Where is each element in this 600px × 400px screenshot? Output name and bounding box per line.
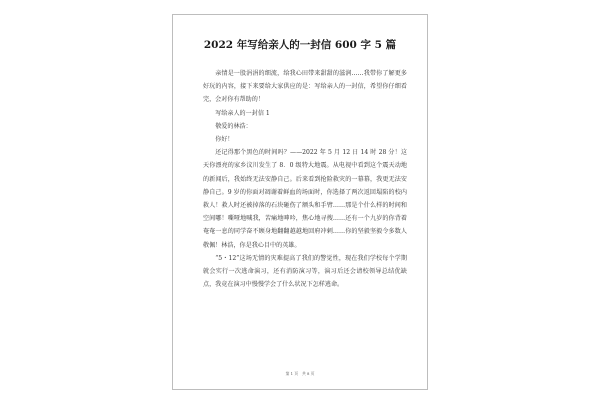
page-total: 共 8 页 xyxy=(302,371,315,376)
document-body xyxy=(203,67,407,291)
letter-greeting: 你好！ xyxy=(215,136,234,144)
document-page xyxy=(172,14,428,390)
letter-heading: 写给亲人的一封信 1 xyxy=(215,109,270,117)
letter-paragraph: 还记得那个黑色的时间吗？——2022 年 5 月 12 日 14 时 28 分！这天你漂亮的家乡汶川发生了 8．0 级特大地震。从电视中看到这个震天动地的新闻后，我始终无法安静自己。后来看到抢险救灾的一幕幕，我更无法安静自己。9 岁的你面对凋谢着鲜血的场面时，你选择了两次返回塌陷的校内救人！救人时还被掉落的石块砸伤了额头和手臂……那是个什么样的时间和空间哪！嘶哑地喊我，苦痛地呻吟，焦心地寻搜……还有一个九岁的你背着奄奄一息的同学奋不顾身地翻翻越越地回府冲刺……你的坚毅坚毅令多数人敬佩！林浩，你是我心目中的英雄。 xyxy=(203,149,407,249)
page-footer xyxy=(173,371,427,377)
letter-salutation: 敬爱的林浩： xyxy=(215,122,252,130)
letter-paragraph: “5・12”这场无情的灾难提高了我们的警觉性，现在我们学校每个学期就会实行一次逃命演习，还有消防演习等，演习后还会请校领导总结优缺点，我竟在演习中慢慢学会了什么状况下怎样逃命。 xyxy=(203,254,407,289)
intro-paragraph: 亲情是一股涓涓的细流，给我心田带来甜甜的滋润……我带你了解更多好玩的内容，接下来要给大家供应的是：写给亲人的一封信，希望你仔细看完，会对你有帮助的！ xyxy=(203,70,407,104)
document-title: 2022 年写给亲人的一封信 600 字 5 篇 xyxy=(203,39,397,51)
page-number: 第 1 页 xyxy=(285,371,298,376)
